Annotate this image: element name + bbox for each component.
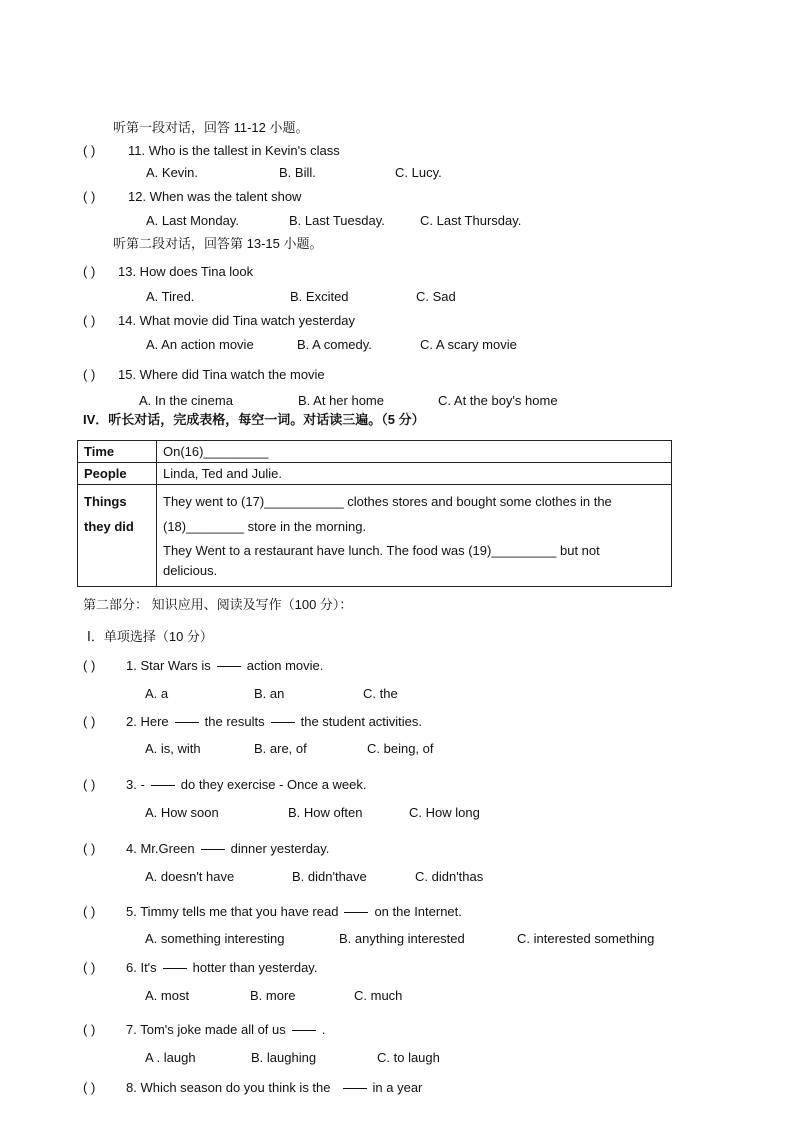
question-bracket: ( ) bbox=[83, 189, 96, 204]
q15-option-a: A. In the cinema bbox=[139, 393, 233, 408]
mc5-option-a: A. something interesting bbox=[145, 931, 285, 946]
question-13-text: 13. How does Tina look bbox=[118, 264, 254, 279]
mc-question-7 bbox=[126, 1022, 325, 1038]
question-bracket: ( ) bbox=[83, 658, 96, 673]
q15-option-b: B. At her home bbox=[298, 393, 384, 408]
things-line-4: delicious. bbox=[163, 563, 218, 578]
question-bracket: ( ) bbox=[83, 1080, 96, 1095]
section-single-choice-title: Ⅰ．单项选择（10 分） bbox=[87, 629, 213, 644]
blank bbox=[343, 1088, 367, 1089]
question-text: hotter than yesterday. bbox=[192, 960, 318, 975]
mc4-option-b: B. didn'thave bbox=[292, 869, 367, 884]
people-value: Linda, Ted and Julie. bbox=[157, 463, 672, 485]
question-text: 6. It's bbox=[126, 960, 157, 975]
question-bracket: ( ) bbox=[83, 904, 96, 919]
mc2-option-c: C. being, of bbox=[367, 741, 434, 756]
question-bracket: ( ) bbox=[83, 1022, 96, 1037]
mc7-option-b: B. laughing bbox=[251, 1050, 317, 1065]
mc7-option-c: C. to laugh bbox=[377, 1050, 440, 1065]
q13-option-b: B. Excited bbox=[290, 289, 349, 304]
mc4-option-a: A. doesn't have bbox=[145, 869, 235, 884]
mc4-option-c: C. didn'thas bbox=[415, 869, 484, 884]
mc-question-5 bbox=[126, 904, 462, 920]
part-two-title: 第二部分： 知识应用、阅读及写作（100 分）： bbox=[83, 597, 353, 612]
q12-option-c: C. Last Thursday. bbox=[420, 213, 522, 228]
mc-question-4 bbox=[126, 841, 329, 857]
q14-option-c: C. A scary movie bbox=[420, 337, 517, 352]
blank bbox=[163, 968, 187, 969]
things-label-line-2: they did bbox=[84, 519, 134, 534]
q15-option-c: C. At the boy's home bbox=[438, 393, 558, 408]
things-label bbox=[78, 485, 157, 587]
blank bbox=[344, 912, 368, 913]
q11-option-c: C. Lucy. bbox=[395, 165, 442, 180]
mc5-option-b: B. anything interested bbox=[339, 931, 465, 946]
question-bracket: ( ) bbox=[83, 143, 96, 158]
mc6-option-c: C. much bbox=[354, 988, 403, 1003]
time-value: On(16)_________ bbox=[157, 441, 672, 463]
question-bracket: ( ) bbox=[83, 714, 96, 729]
question-bracket: ( ) bbox=[83, 264, 96, 279]
q14-option-b: B. A comedy. bbox=[297, 337, 372, 352]
mc2-option-b: B. are, of bbox=[254, 741, 307, 756]
mc-question-6 bbox=[126, 960, 317, 976]
question-text: the results bbox=[204, 714, 265, 729]
question-text: on the Internet. bbox=[374, 904, 462, 919]
question-12-text: 12. When was the talent show bbox=[128, 189, 302, 204]
blank bbox=[201, 849, 225, 850]
mc2-option-a: A. is, with bbox=[145, 741, 201, 756]
blank bbox=[292, 1030, 316, 1031]
mc3-option-b: B. How often bbox=[288, 805, 363, 820]
mc6-option-b: B. more bbox=[250, 988, 296, 1003]
things-label-line-1: Things bbox=[84, 494, 127, 509]
question-text: in a year bbox=[372, 1080, 423, 1095]
question-bracket: ( ) bbox=[83, 367, 96, 382]
blank bbox=[271, 722, 295, 723]
blank bbox=[151, 785, 175, 786]
things-line-1: They went to (17)___________ clothes stores and bought some clothes in the bbox=[163, 494, 612, 509]
time-label: Time bbox=[78, 441, 157, 463]
question-11-text: 11. Who is the tallest in Kevin's class bbox=[128, 143, 340, 158]
q12-option-b: B. Last Tuesday. bbox=[289, 213, 385, 228]
mc3-option-a: A. How soon bbox=[145, 805, 219, 820]
q13-option-a: A. Tired. bbox=[146, 289, 195, 304]
question-bracket: ( ) bbox=[83, 313, 96, 328]
things-line-2: (18)________ store in the morning. bbox=[163, 519, 367, 534]
answer-table bbox=[77, 440, 672, 587]
question-text: 5. Timmy tells me that you have read bbox=[126, 904, 339, 919]
q14-option-a: A. An action movie bbox=[146, 337, 254, 352]
question-bracket: ( ) bbox=[83, 960, 96, 975]
question-text: dinner yesterday. bbox=[230, 841, 330, 856]
question-text: 3. - bbox=[126, 777, 145, 792]
question-text: 1. Star Wars is bbox=[126, 658, 211, 673]
question-text: do they exercise - Once a week. bbox=[180, 777, 367, 792]
mc3-option-c: C. How long bbox=[409, 805, 480, 820]
q11-option-b: B. Bill. bbox=[279, 165, 316, 180]
mc-question-2 bbox=[126, 714, 422, 730]
question-14-text: 14. What movie did Tina watch yesterday bbox=[118, 313, 356, 328]
question-text: 7. Tom's joke made all of us bbox=[126, 1022, 286, 1037]
things-line-3: They Went to a restaurant have lunch. The food was (19)_________ but not bbox=[163, 543, 600, 558]
mc1-option-a: A. a bbox=[145, 686, 169, 701]
question-text: 4. Mr.Green bbox=[126, 841, 195, 856]
section-title-dialogue-1: 听第一段对话，回答 11-12 小题。 bbox=[113, 120, 309, 135]
question-text: 2. Here bbox=[126, 714, 169, 729]
mc1-option-c: C. the bbox=[363, 686, 398, 701]
mc-question-3 bbox=[126, 777, 367, 793]
question-15-text: 15. Where did Tina watch the movie bbox=[118, 367, 325, 382]
q11-option-a: A. Kevin. bbox=[146, 165, 199, 180]
mc6-option-a: A. most bbox=[145, 988, 190, 1003]
question-bracket: ( ) bbox=[83, 777, 96, 792]
section-title-dialogue-2: 听第二段对话，回答第 13-15 小题。 bbox=[113, 236, 323, 251]
mc5-option-c: C. interested something bbox=[517, 931, 655, 946]
mc1-option-b: B. an bbox=[254, 686, 285, 701]
q12-option-a: A. Last Monday. bbox=[146, 213, 239, 228]
question-text: action movie. bbox=[246, 658, 324, 673]
mc-question-8 bbox=[126, 1080, 422, 1096]
question-text: 8. Which season do you think is the bbox=[126, 1080, 331, 1095]
question-text: the student activities. bbox=[300, 714, 423, 729]
question-bracket: ( ) bbox=[83, 841, 96, 856]
people-label: People bbox=[78, 463, 157, 485]
question-text: . bbox=[321, 1022, 326, 1037]
things-value bbox=[157, 485, 672, 587]
blank bbox=[175, 722, 199, 723]
q13-option-c: C. Sad bbox=[416, 289, 456, 304]
part-iv-title: IV．听长对话，完成表格，每空一词。对话读三遍。（5 分） bbox=[83, 412, 425, 427]
mc7-option-a: A . laugh bbox=[145, 1050, 196, 1065]
blank bbox=[217, 666, 241, 667]
mc-question-1 bbox=[126, 658, 323, 674]
